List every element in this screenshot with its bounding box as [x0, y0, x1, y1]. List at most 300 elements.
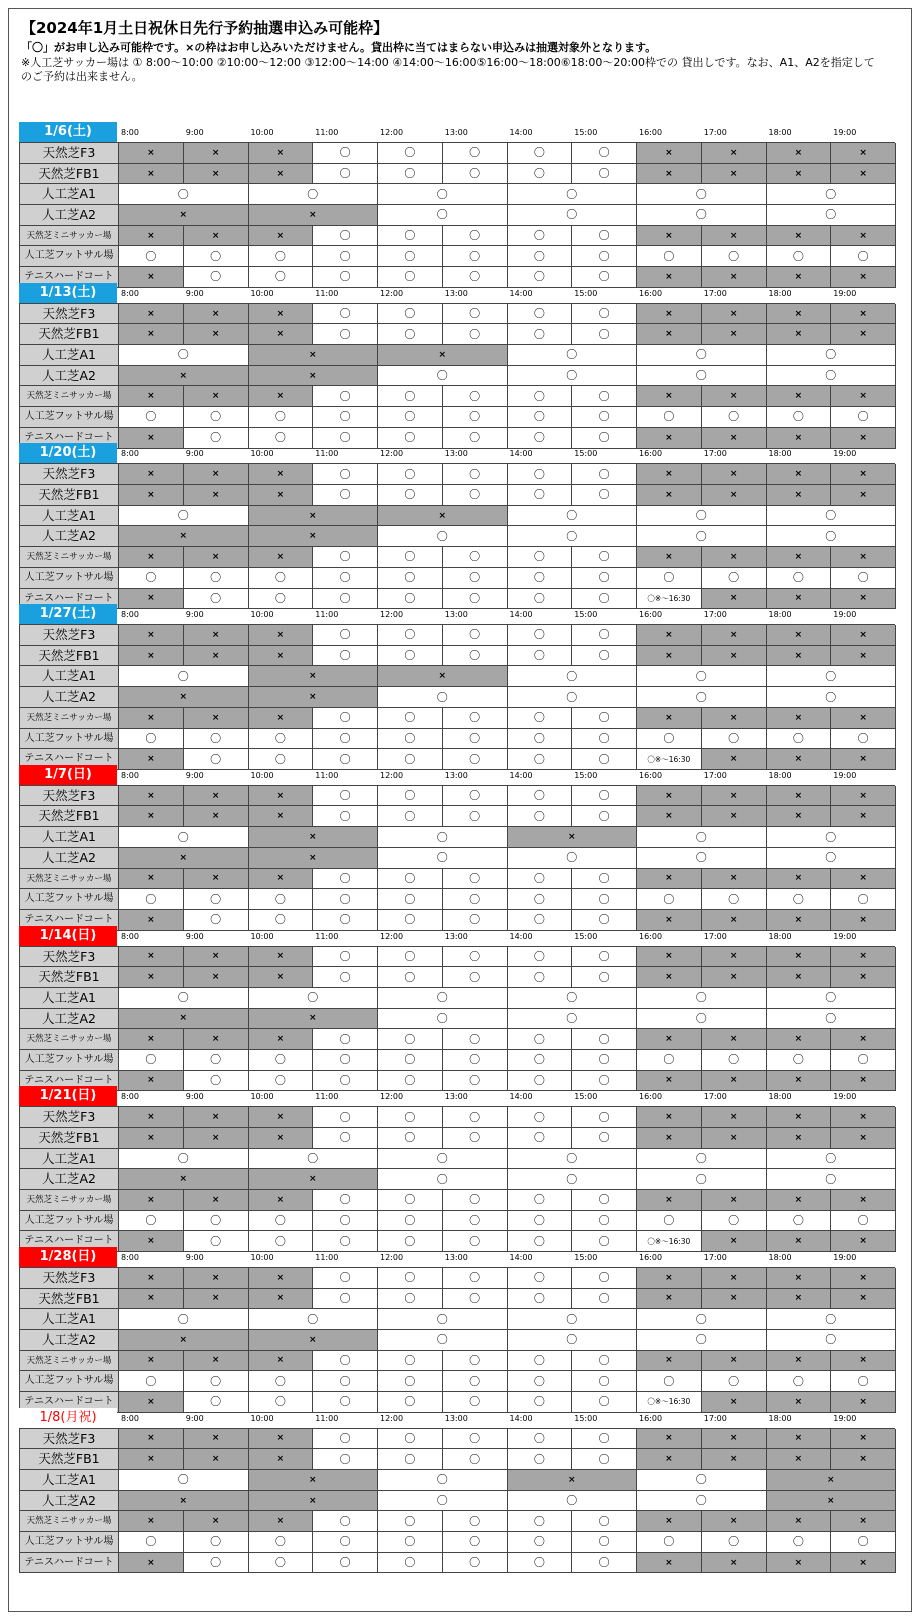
available-slot[interactable] [508, 1351, 573, 1372]
available-slot[interactable] [508, 526, 638, 547]
available-slot[interactable] [637, 1330, 767, 1351]
available-slot[interactable] [313, 1532, 378, 1553]
available-slot[interactable] [313, 1050, 378, 1071]
available-slot[interactable] [443, 1107, 508, 1128]
available-slot[interactable] [767, 345, 897, 366]
available-slot[interactable] [767, 184, 897, 205]
available-slot[interactable] [508, 646, 573, 667]
available-slot[interactable] [637, 1050, 702, 1071]
available-slot[interactable] [508, 366, 638, 387]
available-slot[interactable] [378, 947, 443, 968]
available-slot[interactable] [831, 568, 896, 589]
available-slot[interactable] [443, 786, 508, 807]
available-slot[interactable] [767, 827, 897, 848]
available-slot[interactable] [831, 729, 896, 750]
available-slot[interactable] [378, 205, 508, 226]
available-slot[interactable] [249, 407, 314, 428]
available-slot[interactable] [508, 464, 573, 485]
available-slot[interactable] [508, 143, 573, 164]
available-slot[interactable] [313, 386, 378, 407]
available-slot[interactable] [572, 1050, 637, 1071]
available-slot[interactable] [572, 889, 637, 910]
available-slot[interactable] [508, 1491, 638, 1512]
available-slot[interactable] [767, 1330, 897, 1351]
available-slot[interactable] [184, 1553, 249, 1574]
available-slot[interactable] [572, 967, 637, 988]
available-slot[interactable] [249, 1371, 314, 1392]
available-slot[interactable] [119, 827, 249, 848]
available-slot[interactable] [378, 708, 443, 729]
available-slot[interactable] [637, 1371, 702, 1392]
available-slot[interactable] [767, 729, 832, 750]
available-slot[interactable] [767, 1309, 897, 1330]
available-slot[interactable] [572, 1532, 637, 1553]
available-slot[interactable] [378, 304, 443, 325]
available-slot[interactable] [767, 1149, 897, 1170]
available-slot[interactable] [508, 246, 573, 267]
available-slot[interactable] [313, 1351, 378, 1372]
available-slot[interactable] [378, 143, 443, 164]
available-slot[interactable] [378, 786, 443, 807]
available-slot[interactable] [313, 967, 378, 988]
available-slot[interactable] [508, 547, 573, 568]
available-slot[interactable] [313, 164, 378, 185]
available-slot[interactable] [443, 1553, 508, 1574]
available-slot[interactable] [378, 1029, 443, 1050]
available-slot[interactable] [572, 304, 637, 325]
available-slot[interactable] [508, 687, 638, 708]
available-slot[interactable] [443, 708, 508, 729]
available-slot[interactable] [443, 967, 508, 988]
available-slot[interactable] [119, 1211, 184, 1232]
available-slot[interactable] [378, 1351, 443, 1372]
available-slot[interactable] [702, 729, 767, 750]
available-slot[interactable] [831, 246, 896, 267]
available-slot[interactable] [637, 729, 702, 750]
available-slot[interactable] [767, 687, 897, 708]
available-slot[interactable] [378, 1190, 443, 1211]
available-slot[interactable] [831, 1050, 896, 1071]
available-slot[interactable] [637, 889, 702, 910]
available-slot[interactable] [378, 366, 508, 387]
available-slot[interactable] [508, 407, 573, 428]
available-slot[interactable] [313, 1289, 378, 1310]
available-slot[interactable] [313, 547, 378, 568]
available-slot[interactable] [702, 889, 767, 910]
available-slot[interactable] [119, 1050, 184, 1071]
available-slot[interactable] [313, 143, 378, 164]
available-slot[interactable] [119, 666, 249, 687]
available-slot[interactable] [378, 848, 508, 869]
available-slot[interactable] [119, 1309, 249, 1330]
available-slot[interactable] [508, 1330, 638, 1351]
available-slot[interactable] [443, 1128, 508, 1149]
available-slot[interactable] [572, 324, 637, 345]
available-slot[interactable] [572, 1190, 637, 1211]
available-slot[interactable] [508, 1371, 573, 1392]
available-slot[interactable] [508, 869, 573, 890]
available-slot[interactable] [637, 526, 767, 547]
available-slot[interactable] [378, 464, 443, 485]
available-slot[interactable] [767, 568, 832, 589]
available-slot[interactable] [249, 184, 379, 205]
available-slot[interactable] [378, 568, 443, 589]
available-slot[interactable] [378, 407, 443, 428]
available-slot[interactable] [443, 1268, 508, 1289]
available-slot[interactable] [313, 1511, 378, 1532]
available-slot[interactable] [508, 1211, 573, 1232]
available-slot[interactable] [767, 848, 897, 869]
available-slot[interactable] [443, 1449, 508, 1470]
available-slot[interactable] [443, 729, 508, 750]
available-slot[interactable] [378, 1268, 443, 1289]
available-slot[interactable] [184, 246, 249, 267]
available-slot[interactable] [378, 967, 443, 988]
available-slot[interactable] [378, 1470, 508, 1491]
available-slot[interactable] [572, 386, 637, 407]
available-slot[interactable] [378, 1128, 443, 1149]
available-slot[interactable] [313, 1211, 378, 1232]
available-slot[interactable] [119, 246, 184, 267]
available-slot[interactable] [572, 646, 637, 667]
available-slot[interactable] [378, 729, 443, 750]
available-slot[interactable] [313, 226, 378, 247]
available-slot[interactable] [508, 806, 573, 827]
available-slot[interactable] [378, 806, 443, 827]
available-slot[interactable] [767, 1009, 897, 1030]
available-slot[interactable] [249, 1050, 314, 1071]
available-slot[interactable] [443, 485, 508, 506]
available-slot[interactable] [637, 687, 767, 708]
available-slot[interactable] [508, 506, 638, 527]
available-slot[interactable] [443, 869, 508, 890]
available-slot[interactable] [831, 1371, 896, 1392]
available-slot[interactable] [572, 1371, 637, 1392]
available-slot[interactable] [572, 1511, 637, 1532]
available-slot[interactable] [637, 205, 767, 226]
available-slot[interactable] [313, 568, 378, 589]
available-slot[interactable] [767, 1211, 832, 1232]
available-slot[interactable] [378, 889, 443, 910]
available-slot[interactable] [119, 184, 249, 205]
available-slot[interactable] [508, 386, 573, 407]
available-slot[interactable] [249, 1553, 314, 1574]
available-slot[interactable] [702, 407, 767, 428]
available-slot[interactable] [572, 869, 637, 890]
available-slot[interactable] [378, 646, 443, 667]
available-slot[interactable] [443, 304, 508, 325]
available-slot[interactable] [508, 1553, 573, 1574]
available-slot[interactable] [508, 967, 573, 988]
available-slot[interactable] [378, 1371, 443, 1392]
available-slot[interactable] [572, 1429, 637, 1450]
available-slot[interactable] [508, 1169, 638, 1190]
available-slot[interactable] [443, 324, 508, 345]
available-slot[interactable] [443, 386, 508, 407]
available-slot[interactable] [184, 407, 249, 428]
available-slot[interactable] [443, 1211, 508, 1232]
available-slot[interactable] [443, 246, 508, 267]
available-slot[interactable] [184, 568, 249, 589]
available-slot[interactable] [443, 464, 508, 485]
available-slot[interactable] [313, 625, 378, 646]
available-slot[interactable] [508, 164, 573, 185]
available-slot[interactable] [572, 464, 637, 485]
available-slot[interactable] [508, 889, 573, 910]
available-slot[interactable] [508, 1449, 573, 1470]
available-slot[interactable] [767, 366, 897, 387]
available-slot[interactable] [767, 526, 897, 547]
available-slot[interactable] [767, 246, 832, 267]
available-slot[interactable] [508, 947, 573, 968]
available-slot[interactable] [313, 1449, 378, 1470]
available-slot[interactable] [313, 729, 378, 750]
available-slot[interactable] [313, 407, 378, 428]
available-slot[interactable] [184, 1532, 249, 1553]
available-slot[interactable] [313, 1128, 378, 1149]
available-slot[interactable] [378, 386, 443, 407]
available-slot[interactable] [249, 1211, 314, 1232]
available-slot[interactable] [637, 184, 767, 205]
available-slot[interactable] [508, 1009, 638, 1030]
available-slot[interactable] [378, 1107, 443, 1128]
available-slot[interactable] [443, 889, 508, 910]
available-slot[interactable] [508, 304, 573, 325]
available-slot[interactable] [249, 568, 314, 589]
available-slot[interactable] [119, 988, 249, 1009]
available-slot[interactable] [184, 1371, 249, 1392]
available-slot[interactable] [443, 646, 508, 667]
available-slot[interactable] [508, 1511, 573, 1532]
available-slot[interactable] [572, 1029, 637, 1050]
available-slot[interactable] [767, 1050, 832, 1071]
available-slot[interactable] [508, 848, 638, 869]
available-slot[interactable] [443, 1289, 508, 1310]
available-slot[interactable] [508, 666, 638, 687]
available-slot[interactable] [184, 729, 249, 750]
available-slot[interactable] [831, 1532, 896, 1553]
available-slot[interactable] [378, 1289, 443, 1310]
available-slot[interactable] [572, 164, 637, 185]
available-slot[interactable] [767, 666, 897, 687]
available-slot[interactable] [378, 1211, 443, 1232]
available-slot[interactable] [313, 324, 378, 345]
available-slot[interactable] [378, 827, 508, 848]
available-slot[interactable] [313, 1553, 378, 1574]
available-slot[interactable] [572, 625, 637, 646]
available-slot[interactable] [378, 625, 443, 646]
available-slot[interactable] [443, 1351, 508, 1372]
available-slot[interactable] [637, 848, 767, 869]
available-slot[interactable] [572, 1289, 637, 1310]
available-slot[interactable] [313, 947, 378, 968]
available-slot[interactable] [637, 1309, 767, 1330]
available-slot[interactable] [119, 889, 184, 910]
available-slot[interactable] [378, 1553, 443, 1574]
available-slot[interactable] [378, 1330, 508, 1351]
available-slot[interactable] [313, 1107, 378, 1128]
available-slot[interactable] [443, 806, 508, 827]
available-slot[interactable] [443, 1532, 508, 1553]
available-slot[interactable] [572, 708, 637, 729]
available-slot[interactable] [443, 1371, 508, 1392]
available-slot[interactable] [443, 1029, 508, 1050]
available-slot[interactable] [378, 1149, 508, 1170]
available-slot[interactable] [637, 1470, 767, 1491]
available-slot[interactable] [572, 485, 637, 506]
available-slot[interactable] [572, 1107, 637, 1128]
available-slot[interactable] [572, 1268, 637, 1289]
available-slot[interactable] [572, 143, 637, 164]
available-slot[interactable] [572, 947, 637, 968]
available-slot[interactable] [313, 1268, 378, 1289]
available-slot[interactable] [119, 407, 184, 428]
available-slot[interactable] [249, 1149, 379, 1170]
available-slot[interactable] [508, 1309, 638, 1330]
available-slot[interactable] [184, 1211, 249, 1232]
available-slot[interactable] [119, 345, 249, 366]
available-slot[interactable] [508, 1107, 573, 1128]
available-slot[interactable] [508, 1532, 573, 1553]
available-slot[interactable] [378, 164, 443, 185]
available-slot[interactable] [572, 407, 637, 428]
available-slot[interactable] [249, 729, 314, 750]
available-slot[interactable] [572, 547, 637, 568]
available-slot[interactable] [767, 205, 897, 226]
available-slot[interactable] [119, 1149, 249, 1170]
available-slot[interactable] [508, 184, 638, 205]
available-slot[interactable] [378, 869, 443, 890]
available-slot[interactable] [443, 226, 508, 247]
available-slot[interactable] [443, 407, 508, 428]
available-slot[interactable] [637, 366, 767, 387]
available-slot[interactable] [378, 1511, 443, 1532]
available-slot[interactable] [443, 625, 508, 646]
available-slot[interactable] [767, 988, 897, 1009]
available-slot[interactable] [378, 1169, 508, 1190]
available-slot[interactable] [378, 246, 443, 267]
available-slot[interactable] [767, 889, 832, 910]
available-slot[interactable] [572, 1553, 637, 1574]
available-slot[interactable] [767, 407, 832, 428]
available-slot[interactable] [313, 1429, 378, 1450]
available-slot[interactable] [313, 464, 378, 485]
available-slot[interactable] [249, 246, 314, 267]
available-slot[interactable] [702, 1211, 767, 1232]
available-slot[interactable] [443, 164, 508, 185]
available-slot[interactable] [637, 1532, 702, 1553]
available-slot[interactable] [572, 1351, 637, 1372]
available-slot[interactable] [313, 246, 378, 267]
available-slot[interactable] [119, 1470, 249, 1491]
available-slot[interactable] [378, 1491, 508, 1512]
available-slot[interactable] [378, 1050, 443, 1071]
available-slot[interactable] [637, 988, 767, 1009]
available-slot[interactable] [572, 806, 637, 827]
available-slot[interactable] [443, 947, 508, 968]
available-slot[interactable] [508, 1029, 573, 1050]
available-slot[interactable] [378, 324, 443, 345]
available-slot[interactable] [637, 1009, 767, 1030]
available-slot[interactable] [119, 506, 249, 527]
available-slot[interactable] [378, 526, 508, 547]
available-slot[interactable] [508, 729, 573, 750]
available-slot[interactable] [637, 1491, 767, 1512]
available-slot[interactable] [637, 666, 767, 687]
available-slot[interactable] [508, 1429, 573, 1450]
available-slot[interactable] [249, 1309, 379, 1330]
available-slot[interactable] [378, 1309, 508, 1330]
available-slot[interactable] [313, 889, 378, 910]
available-slot[interactable] [831, 1211, 896, 1232]
available-slot[interactable] [508, 786, 573, 807]
available-slot[interactable] [831, 407, 896, 428]
available-slot[interactable] [572, 729, 637, 750]
available-slot[interactable] [313, 1029, 378, 1050]
available-slot[interactable] [313, 304, 378, 325]
available-slot[interactable] [313, 708, 378, 729]
available-slot[interactable] [313, 646, 378, 667]
available-slot[interactable] [508, 1268, 573, 1289]
available-slot[interactable] [637, 345, 767, 366]
available-slot[interactable] [702, 568, 767, 589]
available-slot[interactable] [249, 988, 379, 1009]
available-slot[interactable] [378, 485, 443, 506]
available-slot[interactable] [637, 1169, 767, 1190]
available-slot[interactable] [443, 1429, 508, 1450]
available-slot[interactable] [508, 324, 573, 345]
available-slot[interactable] [508, 708, 573, 729]
available-slot[interactable] [249, 1532, 314, 1553]
available-slot[interactable] [767, 506, 897, 527]
available-slot[interactable] [119, 1532, 184, 1553]
available-slot[interactable] [572, 1211, 637, 1232]
available-slot[interactable] [378, 184, 508, 205]
available-slot[interactable] [378, 226, 443, 247]
available-slot[interactable] [702, 246, 767, 267]
available-slot[interactable] [249, 889, 314, 910]
available-slot[interactable] [313, 786, 378, 807]
available-slot[interactable] [378, 547, 443, 568]
available-slot[interactable] [443, 1050, 508, 1071]
available-slot[interactable] [572, 246, 637, 267]
available-slot[interactable] [702, 1050, 767, 1071]
available-slot[interactable] [572, 226, 637, 247]
available-slot[interactable] [508, 1149, 638, 1170]
available-slot[interactable] [508, 1190, 573, 1211]
available-slot[interactable] [184, 1050, 249, 1071]
available-slot[interactable] [572, 1128, 637, 1149]
available-slot[interactable] [119, 1371, 184, 1392]
available-slot[interactable] [508, 1050, 573, 1071]
available-slot[interactable] [508, 1128, 573, 1149]
available-slot[interactable] [443, 143, 508, 164]
available-slot[interactable] [508, 988, 638, 1009]
available-slot[interactable] [508, 345, 638, 366]
available-slot[interactable] [508, 1289, 573, 1310]
available-slot[interactable] [637, 1211, 702, 1232]
available-slot[interactable] [378, 1429, 443, 1450]
available-slot[interactable] [637, 506, 767, 527]
available-slot[interactable] [702, 1371, 767, 1392]
available-slot[interactable] [313, 1190, 378, 1211]
available-slot[interactable] [572, 1449, 637, 1470]
available-slot[interactable] [831, 889, 896, 910]
available-slot[interactable] [637, 246, 702, 267]
available-slot[interactable] [378, 1449, 443, 1470]
available-slot[interactable] [313, 1371, 378, 1392]
available-slot[interactable] [572, 568, 637, 589]
